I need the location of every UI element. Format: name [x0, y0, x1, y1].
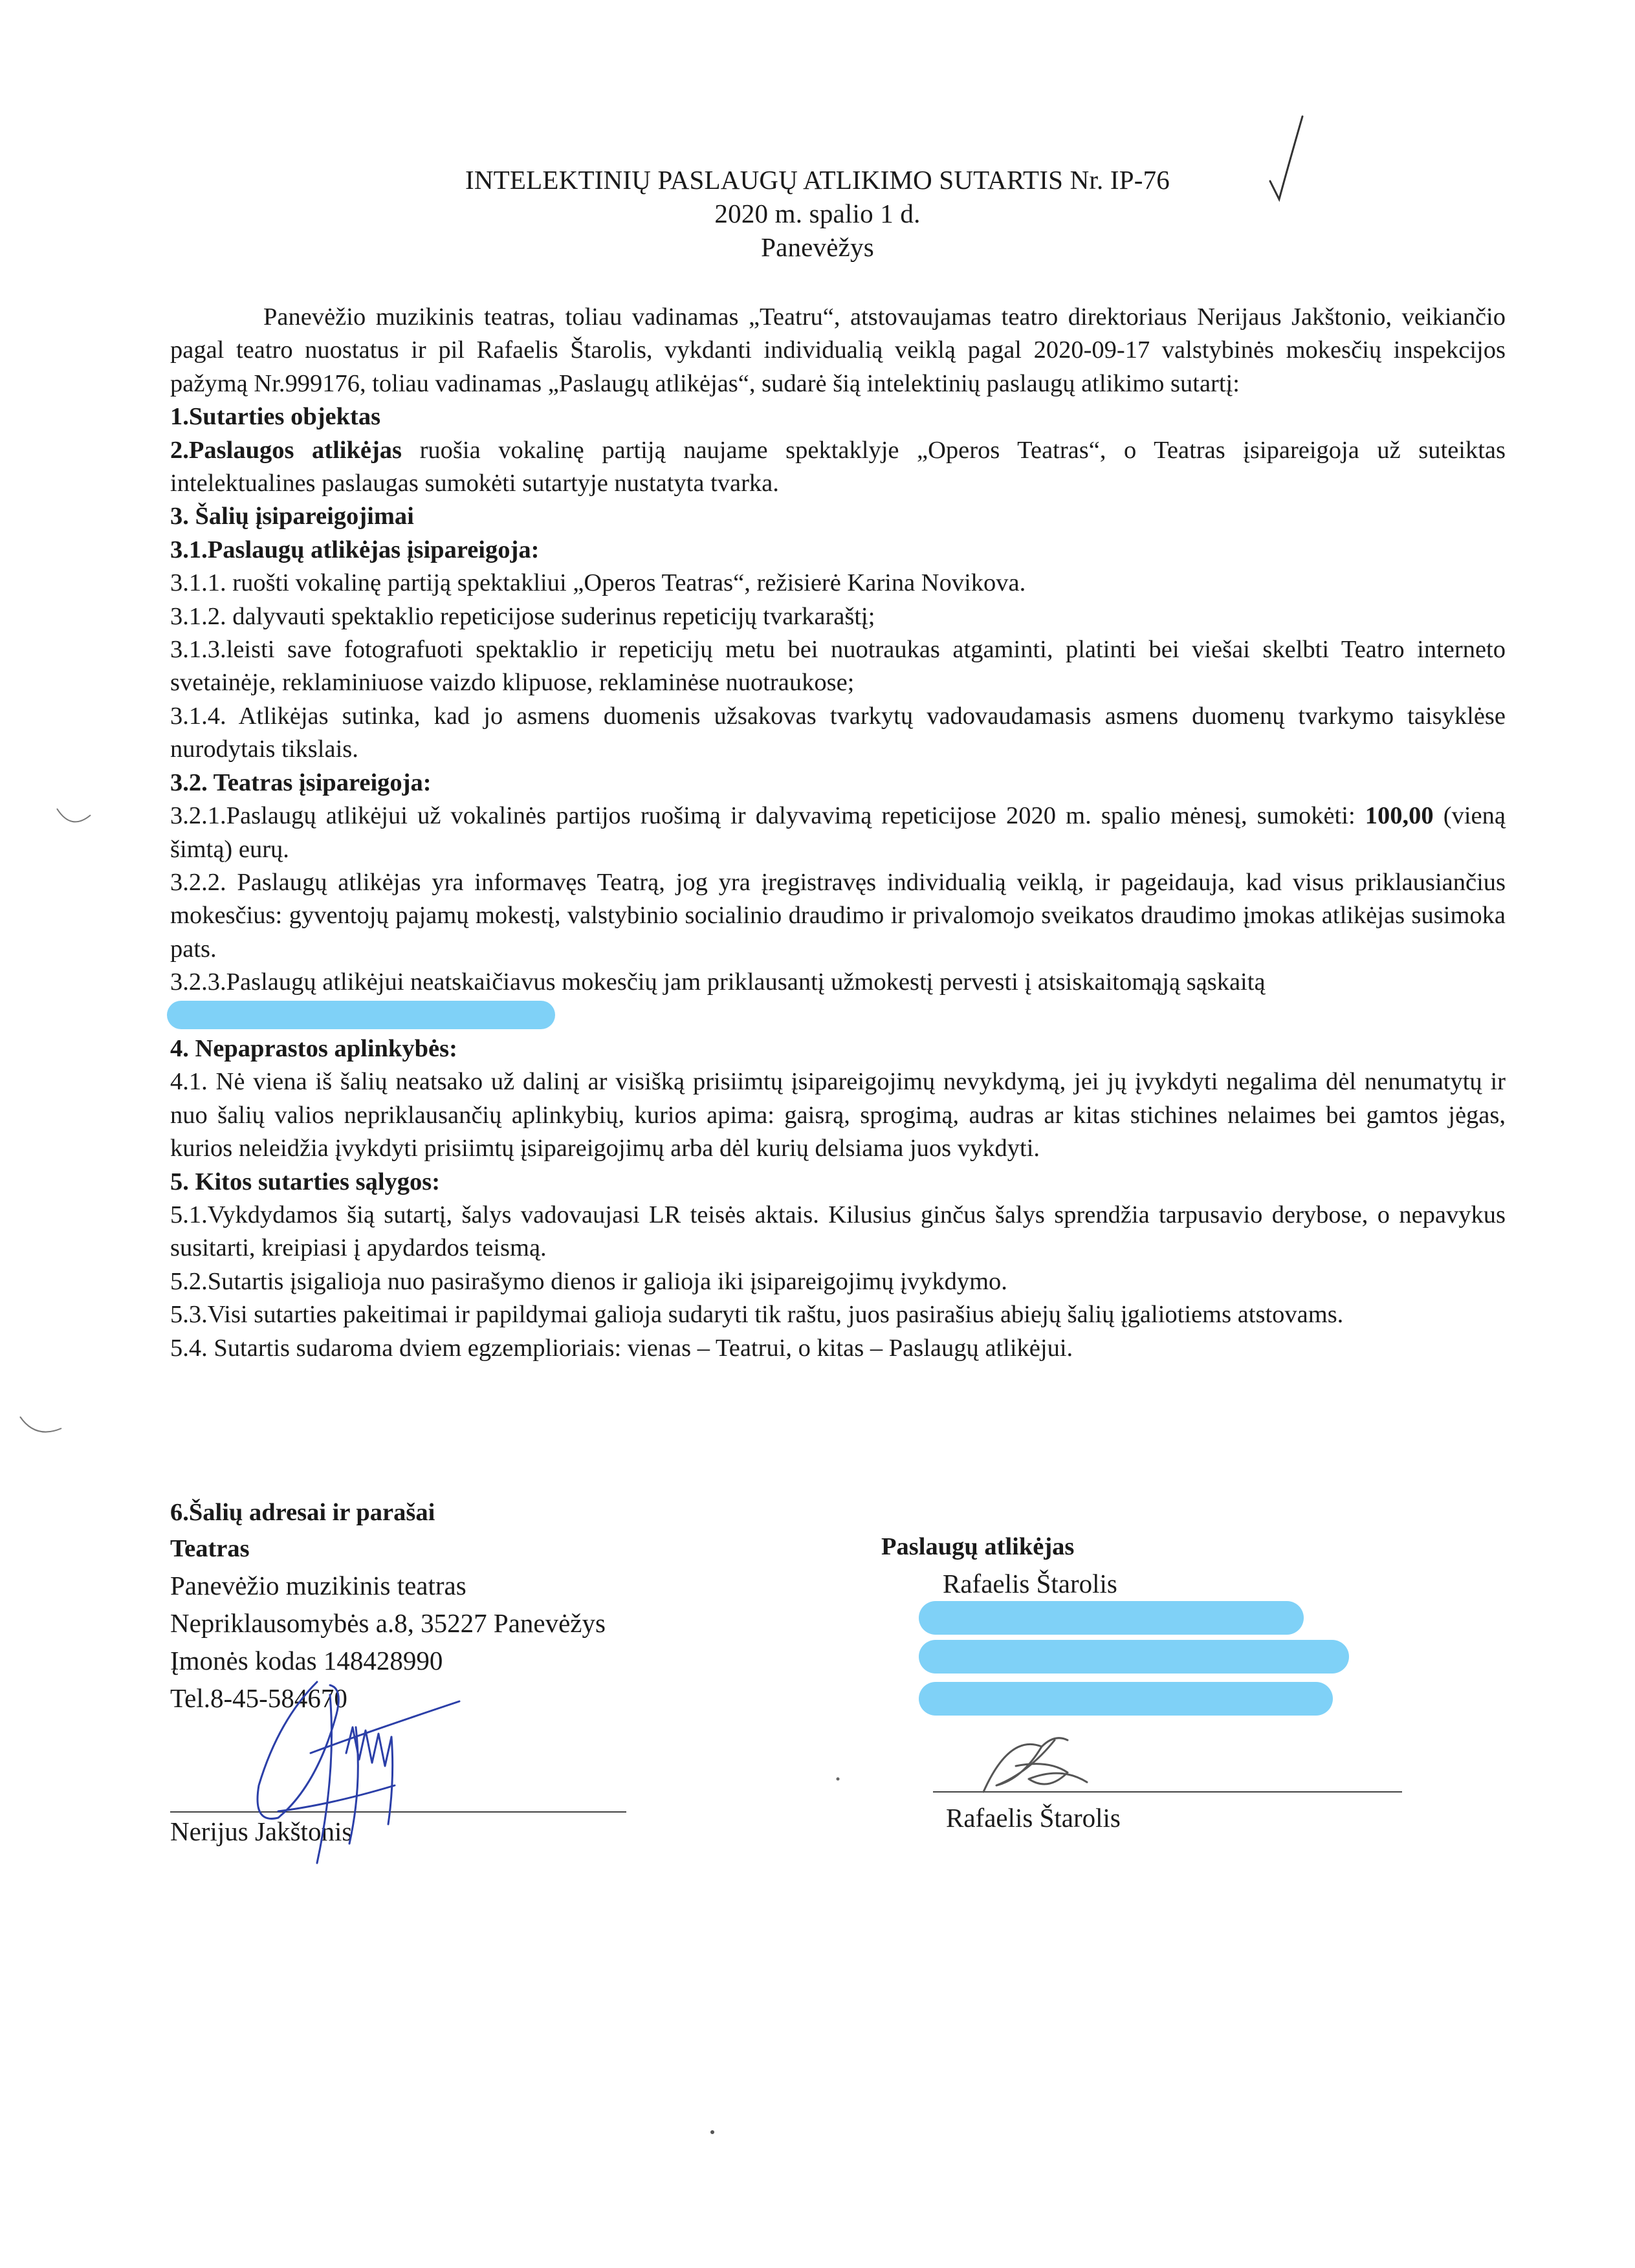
redaction-bar-performer-1: [919, 1601, 1304, 1635]
scan-dot-bottom: [708, 2128, 716, 2136]
section-1-heading: 1.Sutarties objektas: [170, 403, 381, 431]
performer-handwritten-signature: [971, 1721, 1100, 1805]
clause-3-1-4: 3.1.4. Atlikėjas sutinka, kad jo asmens duomenis užsakovas tvarkytų vadovaudamasis asmens duomenų tvarkymo taisyklėse nurodytais tikslais.: [170, 702, 1506, 763]
section-2-text: ruošia vokalinę partiją naujame spektaklyje „Operos Teatras“, o Teatras įsipareigoja už suteiktas intelektualines paslaugas sumokėti sutartyje nustatyta tvarka.: [170, 436, 1506, 497]
section-2-paragraph: [170, 434, 1506, 501]
clause-3-2-3: 3.2.3.Paslaugų atlikėjui neatskaičiavus mokesčių jam priklausantį užmokestį pervesti į atsiskaitomąją sąskaitą: [170, 968, 1266, 996]
section-4-heading: 4. Nepaprastos aplinkybės:: [170, 1034, 457, 1062]
performer-signer-name: Rafaelis Štarolis: [946, 1803, 1121, 1833]
clause-5-4: 5.4. Sutartis sudaroma dviem egzemplioriais: vienas – Teatrui, o kitas – Paslaugų atlikėjui.: [170, 1334, 1073, 1362]
redaction-bar-account: [167, 1001, 555, 1029]
theatre-company-code: Įmonės kodas 148428990: [170, 1646, 443, 1675]
theatre-phone: Tel.8-45-584670: [170, 1683, 347, 1713]
clause-3-2-2: 3.2.2. Paslaugų atlikėjas yra informavęs Teatrą, jog yra įregistravęs individualią veiklą, ir pageidauja, kad visus priklausiančius mokesčius: gyventojų pajamų mokestį, valstybinio socialinio draudimo ir privalomojo sveikatos draudimo įmokas atlikėjas susimoka pats.: [170, 868, 1506, 963]
theatre-handwritten-signature: [239, 1656, 472, 1870]
section-6-heading: 6.Šalių adresai ir parašai: [170, 1499, 435, 1526]
clause-5-2: 5.2.Sutartis įsigalioja nuo pasirašymo dienos ir galioja iki įsipareigojimų įvykdymo.: [170, 1267, 1007, 1295]
clause-3-1-1: 3.1.1. ruošti vokalinę partiją spektakliui „Operos Teatras“, režisierė Karina Novikova.: [170, 569, 1026, 597]
document-title: INTELEKTINIŲ PASLAUGŲ ATLIKIMO SUTARTIS Nr. IP-76: [465, 165, 1170, 195]
section-2-lead: 2.Paslaugos atlikėjas: [170, 436, 402, 464]
document-date: 2020 m. spalio 1 d.: [714, 199, 921, 228]
document-place: Panevėžys: [761, 232, 874, 262]
intro-paragraph: Panevėžio muzikinis teatras, toliau vadinamas „Teatru“, atstovaujamas teatro direktoriaus Nerijaus Jakštonio, veikiančio pagal teatro nuostatus ir pil Rafaelis Štarolis, vykdanti individualią veiklą pagal 2020-09-17 valstybinės mokesčių inspekcijos pažymą Nr.999176, toliau vadinamas „Paslaugų atlikėjas“, sudarė šią intelektinių paslaugų atlikimo sutartį:: [170, 303, 1506, 397]
clause-3-2-1: [170, 800, 1506, 866]
section-3-heading: 3. Šalių įsipareigojimai: [170, 503, 414, 530]
theatre-signer-name: Nerijus Jakštonis: [170, 1816, 353, 1846]
theatre-name: Panevėžio muzikinis teatras: [170, 1571, 466, 1600]
redaction-bar-performer-2: [919, 1640, 1349, 1674]
section-5-heading: 5. Kitos sutarties sąlygos:: [170, 1168, 441, 1195]
performer-signature-block: [881, 1529, 1464, 1833]
clause-3-1-2: 3.1.2. dalyvauti spektaklio repeticijose suderinus repeticijų tvarkaraštį;: [170, 602, 875, 630]
contract-body: [170, 301, 1506, 1365]
payment-amount: 100,00: [1365, 802, 1434, 830]
scan-mark-left-2: [16, 1410, 68, 1443]
performer-name: Rafaelis Štarolis: [943, 1569, 1117, 1598]
scan-mark-left-1: [52, 802, 97, 834]
document-header: [0, 163, 1635, 264]
theatre-role: Teatras: [170, 1535, 250, 1562]
scan-dot-middle: [835, 1776, 841, 1782]
redacted-account-line: [170, 999, 1506, 1032]
section-3-1-heading: 3.1.Paslaugų atlikėjas įsipareigoja:: [170, 536, 540, 563]
section-3-2-heading: 3.2. Teatras įsipareigoja:: [170, 769, 432, 796]
redaction-bar-performer-3: [919, 1682, 1333, 1716]
clause-3-1-3: 3.1.3.leisti save fotografuoti spektaklio ir repeticijų metu bei nuotraukas atgaminti, platinti bei viešai skelbti Teatro interneto svetainėje, reklaminiuose vaizdo klipuose, reklaminėse nuotraukose;: [170, 636, 1506, 697]
theatre-address: Nepriklausomybės a.8, 35227 Panevėžys: [170, 1608, 606, 1638]
clause-4-1: 4.1. Nė viena iš šalių neatsako už dalinį ar visišką prisiimtų įsipareigojimų nevykdymą, jei jų įvykdyti negalima dėl nenumatytų ir nuo šalių valios nepriklausančių aplinkybių, kurios apima: gaisrą, sprogimą, audras ar kitas stichines nelaimes bei gamtos jėgas, kurios neleidžia įvykdyti prisiimtų įsipareigojimų arba dėl kurių delsiama juos vykdyti.: [170, 1068, 1506, 1162]
clause-3-2-1-text: 3.2.1.Paslaugų atlikėjui už vokalinės partijos ruošimą ir dalyvavimą repeticijose 2020 m. spalio mėnesį, sumokėti:: [170, 802, 1365, 830]
clause-5-1: 5.1.Vykdydamos šią sutartį, šalys vadovaujasi LR teisės aktais. Kilusius ginčus šalys sprendžia tarpusavio derybose, o nepavykus susitarti, kreipiasi į apydardos teismą.: [170, 1201, 1506, 1262]
performer-role: Paslaugų atlikėjas: [881, 1533, 1075, 1560]
clause-3-2-1-words: (vieną šimtą) eurų.: [170, 802, 1506, 863]
clause-5-3: 5.3.Visi sutarties pakeitimai ir papildymai galioja sudaryti tik raštu, juos pasirašius abiejų šalių įgaliotiems atstovams.: [170, 1301, 1344, 1329]
